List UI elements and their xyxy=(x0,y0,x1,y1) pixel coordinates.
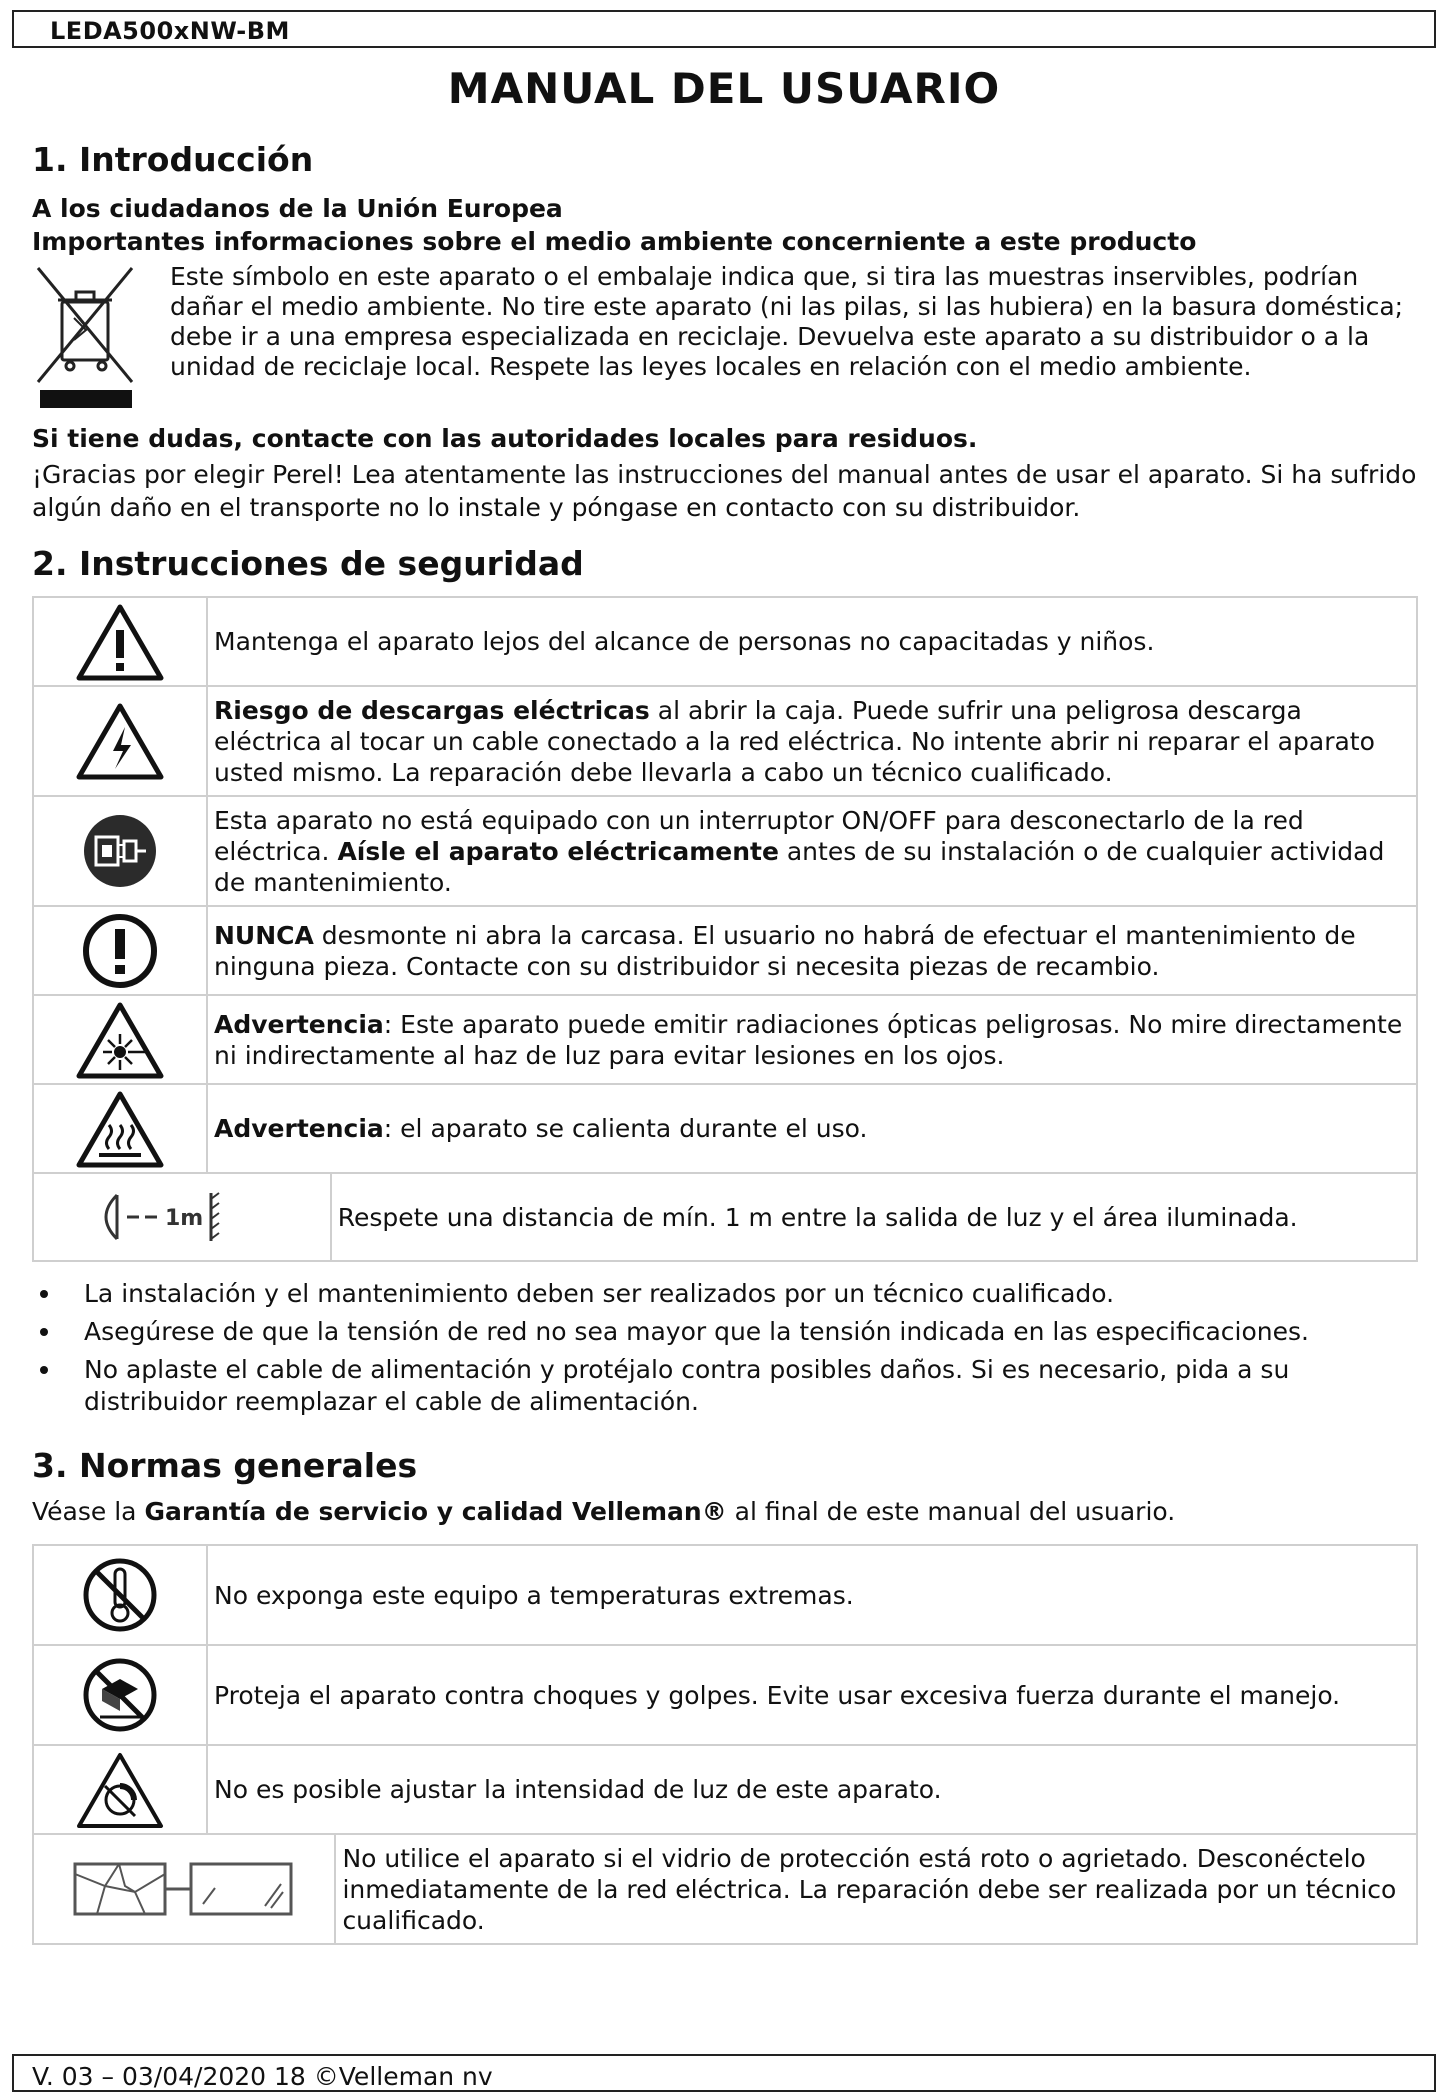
safety-row xyxy=(33,995,1417,1084)
intro-post: al final de este manual del usuario. xyxy=(726,1497,1176,1526)
no-impact-icon xyxy=(80,1655,160,1735)
optical-radiation-icon xyxy=(75,1000,165,1080)
general-row xyxy=(33,1545,1417,1645)
safety-text-cell xyxy=(207,597,1417,686)
general-table xyxy=(32,1544,1418,1945)
disconnect-plug-icon xyxy=(80,811,160,891)
safety-text: : Este aparato puede emitir radiaciones ópticas peligrosas. No mire directamente ni indirectamente al haz de luz para evitar lesiones en los ojos. xyxy=(214,1009,1403,1070)
general-text-cell xyxy=(335,1834,1417,1944)
safety-bullets xyxy=(32,1278,1422,1424)
bullet-item: Asegúrese de que la tensión de red no sea mayor que la tensión indicada en las especificaciones. xyxy=(32,1316,1422,1348)
safety-bold: Advertencia xyxy=(214,1009,384,1039)
bullet-item: La instalación y el mantenimiento deben ser realizados por un técnico cualificado. xyxy=(32,1278,1422,1310)
general-row xyxy=(33,1745,1417,1834)
general-text-cell xyxy=(207,1645,1417,1745)
section-1-heading: 1. Introducción xyxy=(32,140,314,179)
no-extreme-temperature-icon xyxy=(80,1555,160,1635)
safety-row xyxy=(33,686,1417,796)
safety-row xyxy=(33,1084,1417,1173)
safety-icon-cell xyxy=(33,796,207,906)
electric-shock-icon xyxy=(75,701,165,781)
safety-row xyxy=(33,597,1417,686)
safety-icon-cell xyxy=(33,995,207,1084)
general-text: No utilice el aparato si el vidrio de protección está roto o agrietado. Desconéctelo inmediatamente de la red eléctrica. La reparación debe ser realizada por un técnico cualificado. xyxy=(342,1843,1397,1935)
header-box xyxy=(12,10,1436,48)
general-text-cell xyxy=(207,1545,1417,1645)
general-text-cell xyxy=(207,1745,1417,1834)
safety-icon-cell xyxy=(33,906,207,995)
safety-text-cell xyxy=(207,995,1417,1084)
exclamation-circle-icon xyxy=(80,911,160,991)
general-icon-cell xyxy=(33,1834,335,1944)
general-row xyxy=(33,1645,1417,1745)
safety-text-cell xyxy=(207,906,1417,995)
intro-bold: Garantía de servicio y calidad Velleman® xyxy=(144,1497,727,1526)
eu-heading: A los ciudadanos de la Unión Europea xyxy=(32,194,563,223)
general-row xyxy=(33,1834,1417,1944)
safety-text: Respete una distancia de mín. 1 m entre la salida de luz y el área iluminada. xyxy=(337,1202,1298,1232)
page-title: MANUAL DEL USUARIO xyxy=(447,64,1001,113)
section-3-heading: 3. Normas generales xyxy=(32,1446,418,1485)
section-2-heading: 2. Instrucciones de seguridad xyxy=(32,544,584,583)
distance-1m-icon xyxy=(87,1187,277,1247)
intro-pre: Véase la xyxy=(32,1497,145,1526)
general-text: No exponga este equipo a temperaturas extremas. xyxy=(214,1580,854,1610)
bullet-item: No aplaste el cable de alimentación y protéjalo contra posibles daños. Si es necesario, pida a su distribuidor reemplazar el cable de alimentación. xyxy=(32,1354,1422,1418)
safety-text-cell xyxy=(207,686,1417,796)
general-text: No es posible ajustar la intensidad de luz de este aparato. xyxy=(214,1775,942,1804)
safety-icon-cell xyxy=(33,1173,331,1261)
hot-surface-icon xyxy=(75,1089,165,1169)
no-dimmer-icon xyxy=(75,1750,165,1830)
thanks-text: ¡Gracias por elegir Perel! Lea atentamente las instrucciones del manual antes de usar el aparato. Si ha sufrido algún daño en el transporte no lo instale y póngase en contacto con su distribuidor. xyxy=(32,460,1417,522)
safety-bold: Aísle el aparato eléctricamente xyxy=(337,836,779,866)
safety-bold: Riesgo de descargas eléctricas xyxy=(214,695,650,725)
broken-glass-icon xyxy=(69,1854,299,1924)
env-heading: Importantes informaciones sobre el medio ambiente concerniente a este producto xyxy=(32,227,1197,256)
safety-icon-cell xyxy=(33,1084,207,1173)
safety-row xyxy=(33,1173,1417,1261)
safety-text-cell xyxy=(207,1084,1417,1173)
general-icon-cell xyxy=(33,1745,207,1834)
safety-row xyxy=(33,906,1417,995)
safety-table xyxy=(32,596,1418,1262)
weee-text: Este símbolo en este aparato o el embalaje indica que, si tira las muestras inservibles, podrían dañar el medio ambiente. No tire este aparato (ni las pilas, si las hubiera) en la basura doméstica; debe ir a una empresa especializada en reciclaje. Devuelva este aparato a su distribuidor o a la unidad de reciclaje local. Respete las leyes locales en relación con el medio ambiente. xyxy=(170,262,1404,381)
safety-text: al abrir la caja. Puede sufrir una peligrosa descarga eléctrica al tocar un cable conectado a la red eléctrica. No intente abrir ni reparar el aparato usted mismo. La reparación debe llevarla a cabo un técnico cualificado. xyxy=(214,695,1375,787)
safety-row xyxy=(33,796,1417,906)
model-number: LEDA500xNW-BM xyxy=(50,17,290,45)
safety-text-cell xyxy=(331,1173,1417,1261)
safety-icon-cell xyxy=(33,597,207,686)
safety-bold: Advertencia xyxy=(214,1114,384,1143)
safety-text: desmonte ni abra la carcasa. El usuario no habrá de efectuar el mantenimiento de ninguna pieza. Contacte con su distribuidor si necesita piezas de recambio. xyxy=(214,920,1356,981)
safety-text: : el aparato se calienta durante el uso. xyxy=(383,1114,868,1143)
safety-text-pre: Esta aparato no está equipado con un interruptor ON/OFF para desconectarlo de la red eléctrica. xyxy=(214,805,1304,866)
weee-bin-icon xyxy=(30,262,140,412)
general-icon-cell xyxy=(33,1545,207,1645)
safety-text: antes de su instalación o de cualquier actividad de mantenimiento. xyxy=(214,836,1385,897)
footer-box xyxy=(12,2054,1436,2092)
footer-text: V. 03 – 03/04/2020 18 ©Velleman nv xyxy=(32,2062,493,2091)
general-text: Proteja el aparato contra choques y golpes. Evite usar excesiva fuerza durante el manejo. xyxy=(214,1680,1341,1710)
general-icon-cell xyxy=(33,1645,207,1745)
safety-bold: NUNCA xyxy=(214,920,314,950)
doubts-text: Si tiene dudas, contacte con las autoridades locales para residuos. xyxy=(32,424,978,453)
distance-label: 1m xyxy=(164,1206,204,1231)
safety-text-cell xyxy=(207,796,1417,906)
safety-text: Mantenga el aparato lejos del alcance de personas no capacitadas y niños. xyxy=(214,627,1155,656)
section-3-intro xyxy=(32,1496,1422,1527)
safety-icon-cell xyxy=(33,686,207,796)
warning-triangle-icon xyxy=(75,602,165,682)
